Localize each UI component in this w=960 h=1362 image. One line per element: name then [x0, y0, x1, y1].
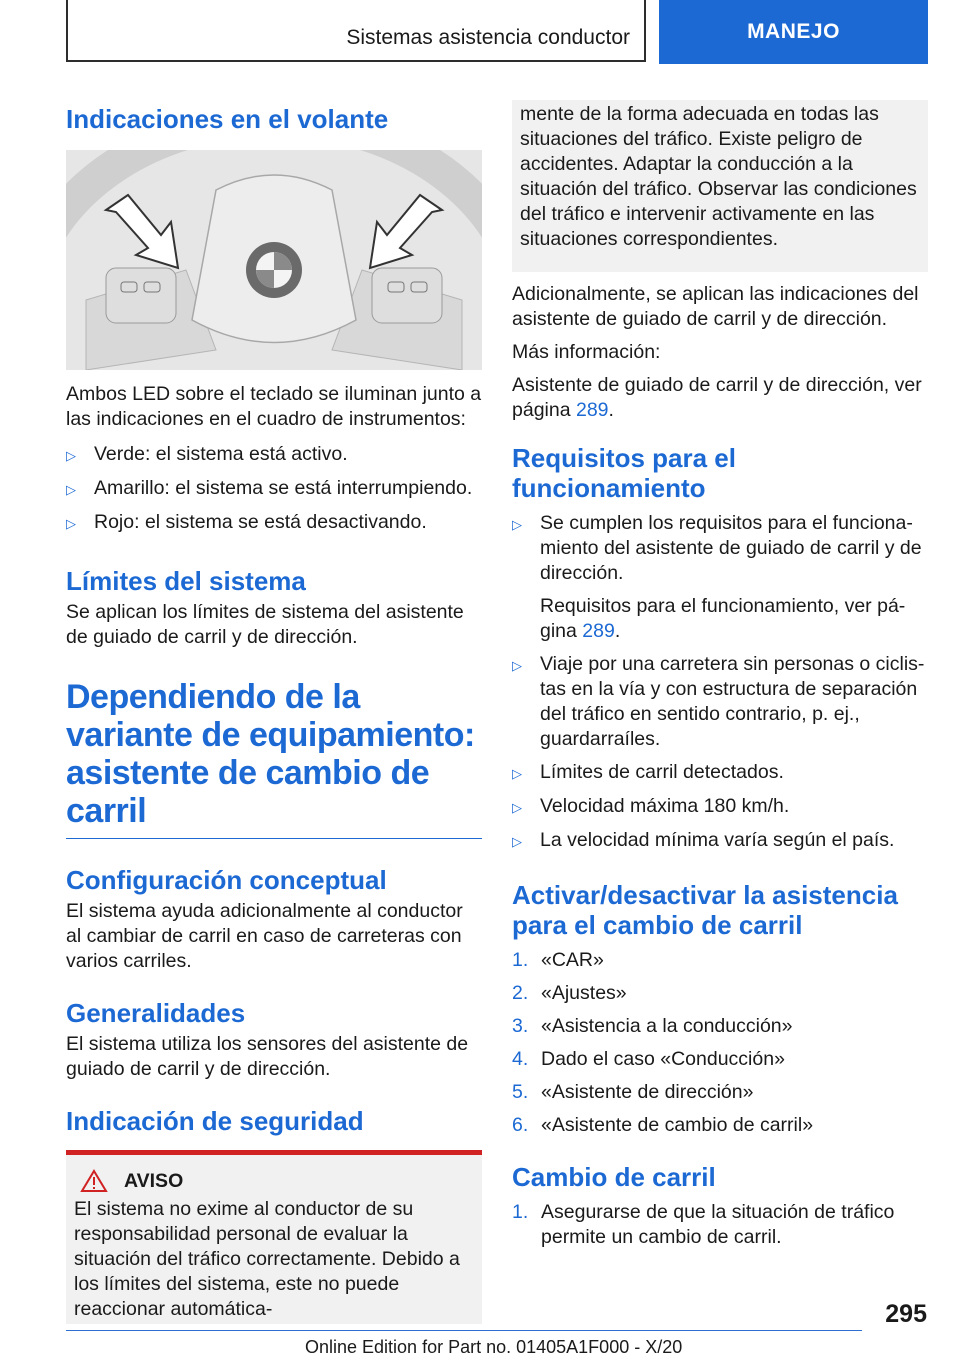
triangle-bullet-icon: ▷: [512, 834, 522, 849]
list-item: ▷ Rojo: el sistema se está desactivando.: [66, 510, 482, 536]
triangle-bullet-icon: ▷: [512, 658, 522, 673]
heading-config: Configuración conceptual: [66, 865, 387, 895]
header-section-box: [66, 0, 646, 62]
triangle-bullet-icon: ▷: [512, 517, 522, 532]
heading-limites: Límites del sistema: [66, 566, 306, 596]
steps-list: [512, 948, 928, 1138]
heading-general: Generalidades: [66, 998, 246, 1028]
section-title: Sistemas asistencia conductor: [346, 26, 630, 49]
divider: [66, 838, 482, 839]
list-item: 4. Dado el caso «Conducción»: [512, 1048, 785, 1070]
triangle-bullet-icon: ▷: [512, 800, 522, 815]
list-item: 1. «CAR»: [512, 949, 604, 971]
warning-box: [66, 1155, 482, 1324]
paragraph-led: Ambos LED sobre el teclado se iluminan junto a las indicaciones en el cuadro de instrumentos:: [66, 383, 482, 430]
requirements-list: [512, 511, 928, 854]
paragraph-limites: Se aplican los límites de sistema del asistente de guiado de carril y de dirección.: [66, 601, 464, 648]
triangle-bullet-icon: ▷: [66, 516, 76, 531]
heading-seguridad: Indicación de seguridad: [66, 1106, 364, 1136]
list-item: 5. «Asistente de dirección»: [512, 1081, 754, 1103]
page-link[interactable]: 289: [575, 399, 609, 421]
triangle-bullet-icon: ▷: [512, 766, 522, 781]
list-item: ▷ La velocidad mínima varía según el país.: [512, 828, 928, 854]
page-header: [66, 0, 928, 64]
list-item: ▷ Verde: el sistema está activo.: [66, 442, 482, 468]
warning-label: AVISO: [124, 1169, 184, 1192]
chapter-tab[interactable]: [659, 0, 928, 64]
list-item: 1. Asegurarse de que la situación de tráfico permite un cambio de carril.: [512, 1201, 895, 1248]
heading-indicaciones: Indicaciones en el volante: [66, 104, 389, 134]
list-item: ▷ Viaje por una carretera sin personas o ciclistas en la vía y con estructura de separación del tráfico en sentido contrario, p. ej., guardarraíles.: [512, 653, 925, 750]
left-column: [66, 100, 482, 1324]
page-number: 295: [885, 1300, 927, 1328]
warning-triangle-icon: [80, 1169, 108, 1193]
list-item: 2. «Ajustes»: [512, 982, 627, 1004]
triangle-bullet-icon: ▷: [66, 448, 76, 463]
paragraph-general: El sistema utiliza los sensores del asistente de guiado de carril y de dirección.: [66, 1033, 469, 1080]
warning-text: El sistema no exime al conductor de su responsabilidad personal de evaluar la situación del tráfico correctamente. Debido a los límites del sistema, este no puede reaccionar automática-: [74, 1198, 460, 1320]
led-bullet-list: [66, 442, 482, 536]
triangle-bullet-icon: ▷: [66, 482, 76, 497]
paragraph-config: El sistema ayuda adicionalmente al conductor al cambiar de carril en caso de carreteras con varios carriles.: [66, 900, 463, 972]
list-item: ▷ Límites de carril detectados.: [512, 760, 928, 786]
right-column: [512, 100, 928, 1250]
list-item: ▷ Velocidad máxima 180 km/h.: [512, 794, 928, 820]
heading-activar: Activar/desactivar la asistencia para el cambio de carril: [512, 880, 898, 940]
warning-box-continued: [512, 100, 928, 272]
list-item: ▷ Amarillo: el sistema se está interrumpiendo.: [66, 476, 482, 502]
heading-requisitos: Requisitos para el funcionamiento: [512, 443, 736, 503]
paragraph-ref: Asistente de guiado de carril y de dirección, ver página 289.: [512, 374, 922, 421]
steering-wheel-illustration: [66, 150, 482, 370]
paragraph-adicional: Adicionalmente, se aplican las indicaciones del asistente de guiado de carril y de dirección.: [512, 283, 919, 330]
steering-wheel-icon: [66, 150, 482, 370]
list-item: 3. «Asistencia a la conducción»: [512, 1015, 793, 1037]
heading-main: Dependiendo de la variante de equipamiento: asistente de cambio de carril: [66, 678, 475, 830]
warning-text-continued: mente de la forma adecuada en todas las situaciones del tráfico. Existe peligro de accidentes. Adaptar la conducción a la situación del tráfico. Observar las condiciones del tráfico e intervenir activamente en las situaciones correspondientes.: [520, 103, 917, 250]
list-item: ▷ Se cumplen los requisitos para el funcionamiento del asistente de guiado de carril y de dirección. Requisitos para el funcionamiento, ver página 289.: [512, 512, 922, 642]
warning-header: [74, 1169, 474, 1193]
list-item: 6. «Asistente de cambio de carril»: [512, 1114, 814, 1136]
page-link[interactable]: 289: [582, 620, 615, 642]
heading-cambio: Cambio de carril: [512, 1162, 716, 1192]
chapter-label: MANEJO: [747, 20, 840, 43]
paragraph-mas: Más información:: [512, 341, 661, 363]
footer-edition: Online Edition for Part no. 01405A1F000 - X/20: [305, 1337, 683, 1357]
footer-divider: [66, 1330, 862, 1331]
